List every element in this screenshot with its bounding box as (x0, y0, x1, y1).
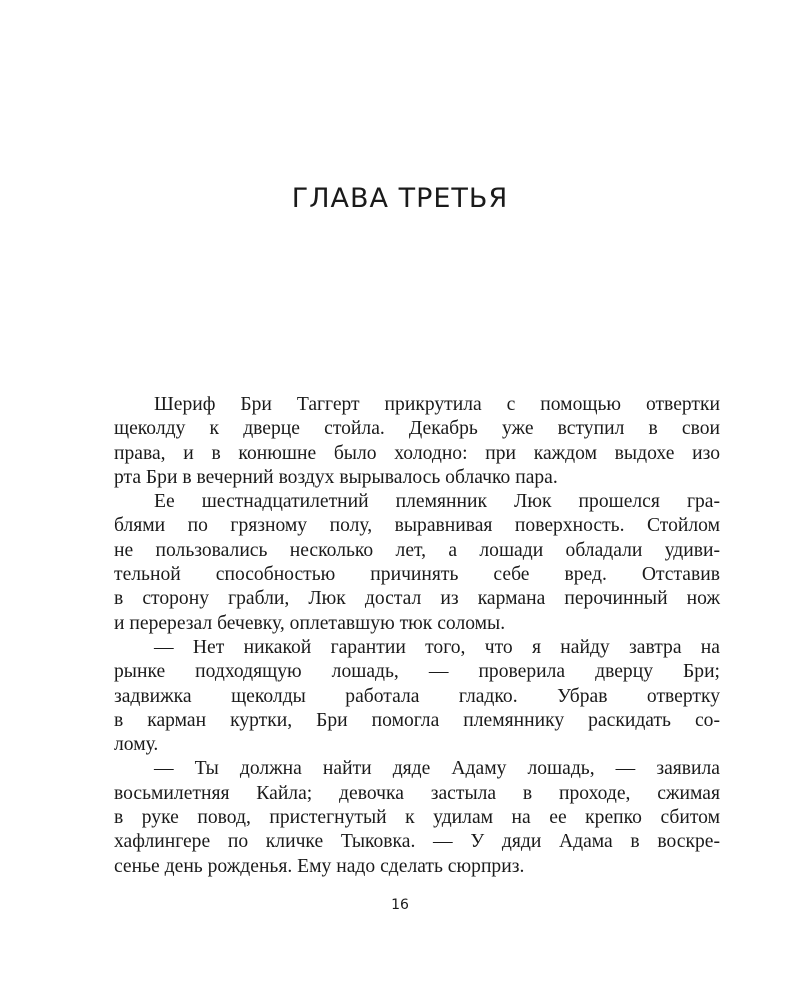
text-line: Ее шестнадцатилетний племянник Люк прошелся гра- (154, 491, 720, 513)
text-line: права, и в конюшне было холодно: при каждом выдохе изо (114, 442, 720, 464)
paragraph-2 (114, 490, 720, 636)
text-line: лому. (114, 734, 159, 756)
text-line: рта Бри в вечерний воздух вырывалось облачко пара. (114, 466, 558, 488)
text-line: задвижка щеколды работала гладко. Убрав отвертку (114, 685, 720, 707)
text-line: Шериф Бри Таггерт прикрутила с помощью отвертки (154, 394, 720, 415)
body-text (114, 393, 720, 879)
paragraph-4 (114, 757, 720, 878)
text-line: — Нет никакой гарантии того, что я найду завтра на (154, 636, 720, 658)
page-number: 16 (391, 897, 409, 913)
text-line: хафлингере по кличке Тыковка. — У дяди Адама в воскре- (114, 831, 720, 853)
text-line: не пользовались несколько лет, а лошади обладали удиви- (114, 539, 720, 561)
text-line: тельной способностью причинять себе вред. Отставив (114, 564, 720, 586)
paragraph-3 (114, 636, 720, 757)
text-line: в сторону грабли, Люк достал из кармана перочинный нож (114, 588, 720, 610)
text-line: рынке подходящую лошадь, — проверила дверцу Бри; (114, 661, 720, 683)
text-line: восьмилетняя Кайла; девочка застыла в проходе, сжимая (114, 782, 720, 804)
text-line: и перерезал бечевку, оплетавшую тюк соломы. (114, 612, 506, 634)
chapter-title: ГЛАВА ТРЕТЬЯ (291, 183, 509, 214)
text-line: в руке повод, пристегнутый к удилам на ее крепко сбитом (114, 807, 720, 829)
text-line: щеколду к дверце стойла. Декабрь уже вступил в свои (114, 418, 720, 440)
text-line: в карман куртки, Бри помогла племяннику раскидать со- (114, 709, 720, 731)
text-line: сенье день рожденья. Ему надо сделать сюрприз. (114, 855, 525, 877)
paragraph-1 (114, 393, 720, 490)
text-line: — Ты должна найти дяде Адаму лошадь, — заявила (154, 758, 720, 780)
text-line: блями по грязному полу, выравнивая поверхность. Стойлом (114, 515, 720, 537)
